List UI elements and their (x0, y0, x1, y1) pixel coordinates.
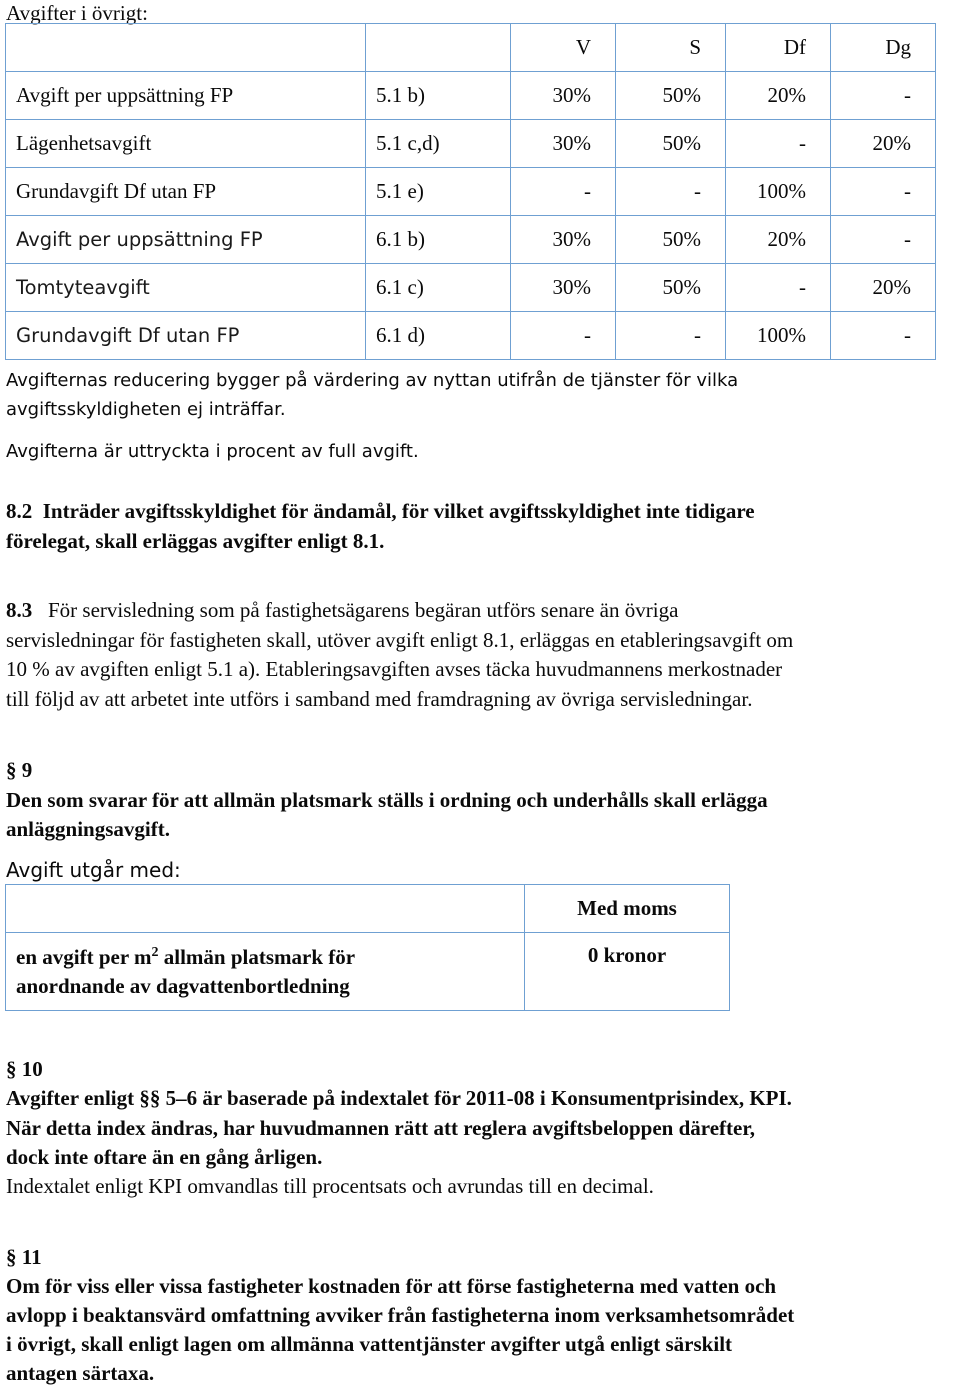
row-df: - (726, 120, 831, 168)
section-10-line: Avgifter enligt §§ 5–6 är baserade på indextalet för 2011-08 i Konsumentprisindex, KPI. (6, 1086, 792, 1110)
section-number: 8.3 (6, 598, 33, 622)
row-name: Grundavgift Df utan FP (6, 168, 366, 216)
row-v: - (511, 312, 616, 360)
row-s: - (616, 168, 726, 216)
platsmark-table (5, 884, 730, 1011)
header-cell-empty (6, 24, 366, 72)
table-row (6, 216, 936, 264)
note-line: avgiftsskyldigheten ej inträffar. (6, 399, 286, 420)
section-10-line: När detta index ändras, har huvudmannen rätt att reglera avgiftsbeloppen därefter, (6, 1116, 756, 1140)
header-v: V (511, 24, 616, 72)
row-s: - (616, 312, 726, 360)
section-9-line: Den som svarar för att allmän platsmark ställs i ordning och underhålls skall erlägga (6, 788, 768, 812)
row-dg: 20% (831, 264, 936, 312)
row-name: Tomtyteavgift (6, 264, 366, 312)
section-10-heading: § 10 (6, 1057, 43, 1081)
section-9-line: anläggningsavgift. (6, 817, 170, 841)
section-10-line: dock inte oftare än en gång årligen. (6, 1145, 323, 1169)
section-text: För servisledning som på fastighetsägarens begäran utförs senare än övriga (48, 598, 679, 622)
row-s: 50% (616, 120, 726, 168)
table-row (6, 264, 936, 312)
row-name: Avgift per uppsättning FP (6, 72, 366, 120)
row-name: Lägenhetsavgift (6, 120, 366, 168)
section-8-2-line: förelegat, skall erläggas avgifter enligt 8.1. (6, 529, 385, 553)
row-dg: 20% (831, 120, 936, 168)
platsmark-header-row (6, 885, 730, 933)
row-v: 30% (511, 120, 616, 168)
row-dg: - (831, 168, 936, 216)
table-row (6, 120, 936, 168)
superscript-2: 2 (151, 944, 159, 960)
section-9-sub: Avgift utgår med: (6, 858, 181, 882)
row-df: 20% (726, 72, 831, 120)
row-ref: 5.1 c,d) (366, 120, 511, 168)
note-line: Avgifternas reducering bygger på värdering av nyttan utifrån de tjänster för vilka (6, 370, 739, 391)
desc-text: en avgift per m (16, 944, 152, 969)
row-dg: - (831, 216, 936, 264)
fee-table (5, 23, 936, 360)
header-cell-empty (6, 885, 525, 933)
row-s: 50% (616, 216, 726, 264)
row-dg: - (831, 72, 936, 120)
row-df: 100% (726, 168, 831, 216)
table-row (6, 312, 936, 360)
header-dg: Dg (831, 24, 936, 72)
row-df: 100% (726, 312, 831, 360)
platsmark-row (6, 933, 730, 1011)
section-8-2-line (6, 496, 755, 526)
row-v: 30% (511, 264, 616, 312)
section-8-3-line: 10 % av avgiften enligt 5.1 a). Etableringsavgiften avses täcka huvudmannens merkostnader (6, 657, 783, 681)
table-row (6, 168, 936, 216)
header-s: S (616, 24, 726, 72)
section-8-3-line: servisledningar för fastigheten skall, utöver avgift enligt 8.1, erläggas en etableringsavgift om (6, 628, 794, 652)
row-df: 20% (726, 216, 831, 264)
desc-text: anordnande av dagvattenbortledning (16, 973, 350, 998)
table-row (6, 72, 936, 120)
section-11-line: Om för viss eller vissa fastigheter kostnaden för att förse fastigheterna med vatten och (6, 1274, 777, 1298)
row-s: 50% (616, 264, 726, 312)
section-heading: Avgifter i övrigt: (6, 1, 148, 25)
row-name: Grundavgift Df utan FP (6, 312, 366, 360)
row-ref: 6.1 d) (366, 312, 511, 360)
note-line: Avgifterna är uttryckta i procent av full avgift. (6, 441, 419, 462)
header-df: Df (726, 24, 831, 72)
section-text: Inträder avgiftsskyldighet för ändamål, för vilket avgiftsskyldighet inte tidigare (42, 499, 755, 523)
desc-text: allmän platsmark för (158, 944, 356, 969)
row-v: 30% (511, 216, 616, 264)
row-dg: - (831, 312, 936, 360)
platsmark-description (6, 933, 525, 1011)
section-11-line: i övrigt, skall enligt lagen om allmänna vattentjänster avgifter utgå enligt särskilt (6, 1332, 733, 1356)
section-10-line: Indextalet enligt KPI omvandlas till procentsats och avrundas till en decimal. (6, 1174, 654, 1198)
section-number: 8.2 (6, 499, 33, 523)
row-s: 50% (616, 72, 726, 120)
row-v: 30% (511, 72, 616, 120)
section-8-3-line: till följd av att arbetet inte utförs i samband med framdragning av övriga servisledningar. (6, 687, 753, 711)
row-v: - (511, 168, 616, 216)
header-med-moms: Med moms (525, 885, 730, 933)
section-11-line: avlopp i beaktansvärd omfattning avviker från fastigheterna inom verksamhetsområdet (6, 1303, 795, 1327)
header-cell-empty (366, 24, 511, 72)
row-ref: 6.1 b) (366, 216, 511, 264)
row-ref: 6.1 c) (366, 264, 511, 312)
row-ref: 5.1 b) (366, 72, 511, 120)
section-11-line: antagen särtaxa. (6, 1361, 155, 1385)
section-11-heading: § 11 (6, 1245, 42, 1269)
row-ref: 5.1 e) (366, 168, 511, 216)
platsmark-value: 0 kronor (525, 933, 730, 1011)
section-8-3-line (6, 595, 678, 625)
section-9-heading: § 9 (6, 758, 33, 782)
row-df: - (726, 264, 831, 312)
fee-table-header (6, 24, 936, 72)
row-name: Avgift per uppsättning FP (6, 216, 366, 264)
